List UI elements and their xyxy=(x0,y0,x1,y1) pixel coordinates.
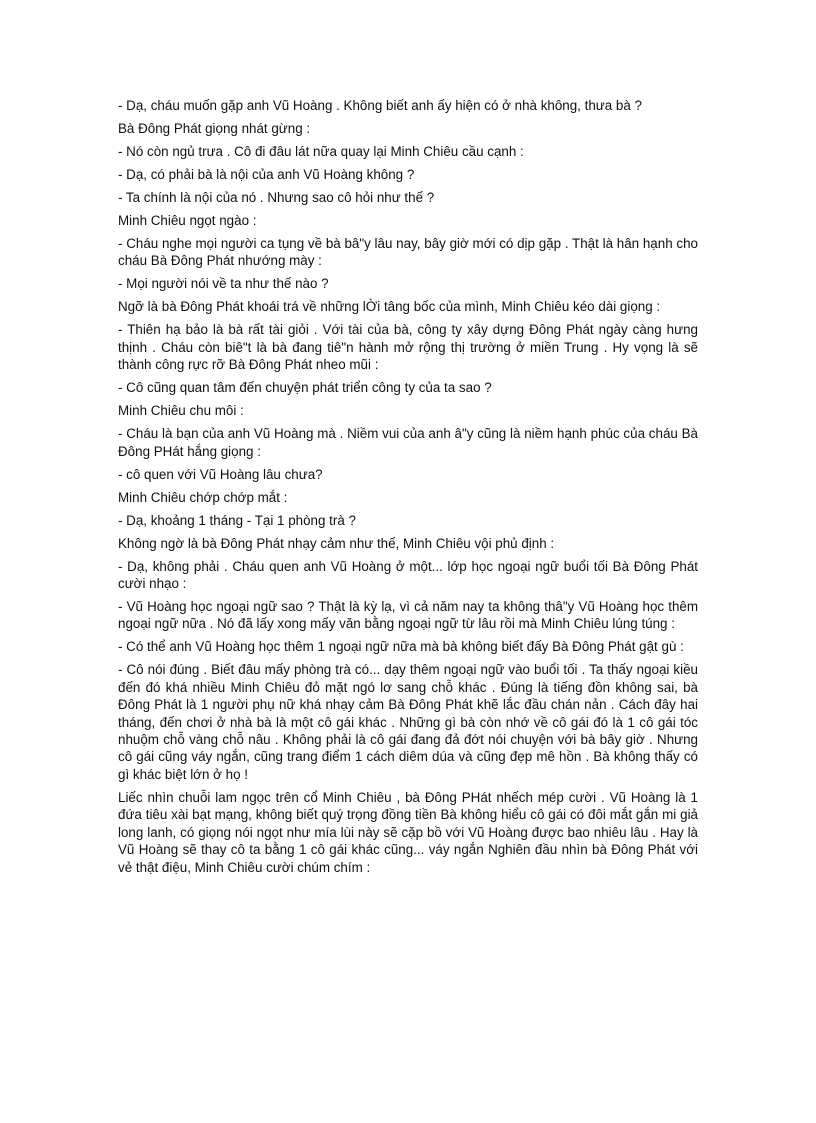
paragraph: - Dạ, không phải . Cháu quen anh Vũ Hoàng ở một... lớp học ngoại ngữ buổi tối Bà Đông Phát cười nhạo : xyxy=(118,558,698,592)
paragraph: Minh Chiêu chớp chớp mắt : xyxy=(118,489,288,505)
document-page xyxy=(118,97,698,880)
paragraph: Không ngờ là bà Đông Phát nhạy cảm như thế, Minh Chiêu vội phủ định : xyxy=(118,535,555,551)
paragraph: - Thiên hạ bảo là bà rất tài giỏi . Với tài của bà, công ty xây dựng Đông Phát ngày càng hưng thịnh . Cháu còn biê"t là bà đang tiê"n hành mở rộng thị trường ở miền Trung . Hy vọng là sẽ thành công rực rỡ Bà Đông Phát nheo mũi : xyxy=(118,322,698,373)
paragraph: - Nó còn ngủ trưa . Cô đi đâu lát nữa quay lại Minh Chiêu cầu cạnh : xyxy=(118,144,524,159)
paragraph: - Mọi người nói về ta như thế nào ? xyxy=(118,276,329,292)
paragraph: - cô quen với Vũ Hoàng lâu chưa? xyxy=(118,466,323,482)
paragraph: Liếc nhìn chuỗi lam ngọc trên cổ Minh Chiêu , bà Đông PHát nhếch mép cười . Vũ Hoàng là 1 đứa tiêu xài bạt mạng, không biết quý trọng đồng tiền Bà không hiểu cô gái có đôi mắt gắn mi giả long lanh, có giọng nói ngọt như mía lùi này sẽ cặp bồ với Vũ Hoàng được bao nhiêu lâu . Hay là Vũ Hoàng sẽ thay cô ta bằng 1 cô gái khác cũng... váy ngắn Nghiên đầu nhìn bà Đông Phát với vẻ thật điệu, Minh Chiêu cười chúm chím : xyxy=(118,789,698,875)
paragraph: - Dạ, khoảng 1 tháng - Tại 1 phòng trà ? xyxy=(118,512,356,528)
paragraph: - Cô nói đúng . Biết đâu mấy phòng trà có... dạy thêm ngoại ngữ vào buổi tối . Ta thấy ngoại kiều đến đó khá nhiều Minh Chiêu đỏ mặt ngó lơ sang chỗ khác . Đúng là tiếng đồn không sai, bà Đông Phát là 1 người phụ nữ khá nhạy cảm Bà Đông Phát khẽ lắc đầu chán nản . Cách đây hai tháng, đến chơi ở nhà bà là một cô gái khác . Những gì bà còn nhớ về cô gái đó là 1 cô gái tóc nhuộm chỗ vàng chỗ nâu . Không phải là cô gái đang đả đớt nói chuyện với bà bây giờ . Nhưng cô gái cũng váy ngắn, cũng trang điểm 1 cách diêm dúa và cũng đẹp mê hồn . Bà không thấy có gì khác biệt lớn ở họ ! xyxy=(118,662,698,782)
paragraph: - Có thể anh Vũ Hoàng học thêm 1 ngoại ngữ nữa mà bà không biết đấy Bà Đông Phát gật gù : xyxy=(118,639,684,655)
paragraph: - Dạ, có phải bà là nội của anh Vũ Hoàng không ? xyxy=(118,167,415,182)
paragraph: Bà Đông Phát giọng nhát gừng : xyxy=(118,121,311,136)
paragraph: - Dạ, cháu muốn gặp anh Vũ Hoàng . Không biết anh ấy hiện có ở nhà không, thưa bà ? xyxy=(118,98,642,113)
paragraph: - Vũ Hoàng học ngoại ngữ sao ? Thật là kỳ lạ, vì cả năm nay ta không thâ"y Vũ Hoàng học thêm ngoại ngữ nữa . Nó đã lấy xong mấy văn bằng ngoại ngữ từ lâu rồi mà Minh Chiêu lúng túng : xyxy=(118,599,698,632)
paragraph: - Cô cũng quan tâm đến chuyện phát triển công ty của ta sao ? xyxy=(118,380,492,396)
paragraph: Minh Chiêu chu môi : xyxy=(118,403,244,419)
paragraph: Minh Chiêu ngọt ngào : xyxy=(118,213,257,228)
paragraph: Ngỡ là bà Đông Phát khoái trá về những lỜi tâng bốc của mình, Minh Chiêu kéo dài giọng : xyxy=(118,299,661,315)
paragraph: - Cháu nghe mọi người ca tụng về bà bâ"y lâu nay, bây giờ mới có dịp gặp . Thật là hân hạnh cho cháu Bà Đông Phát nhướng mày : xyxy=(118,236,698,269)
paragraph: - Ta chính là nội của nó . Nhưng sao cô hỏi như thế ? xyxy=(118,190,435,205)
paragraph: - Cháu là bạn của anh Vũ Hoàng mà . Niềm vui của anh â"y cũng là niềm hạnh phúc của cháu Bà Đông PHát hắng giọng : xyxy=(118,426,698,459)
